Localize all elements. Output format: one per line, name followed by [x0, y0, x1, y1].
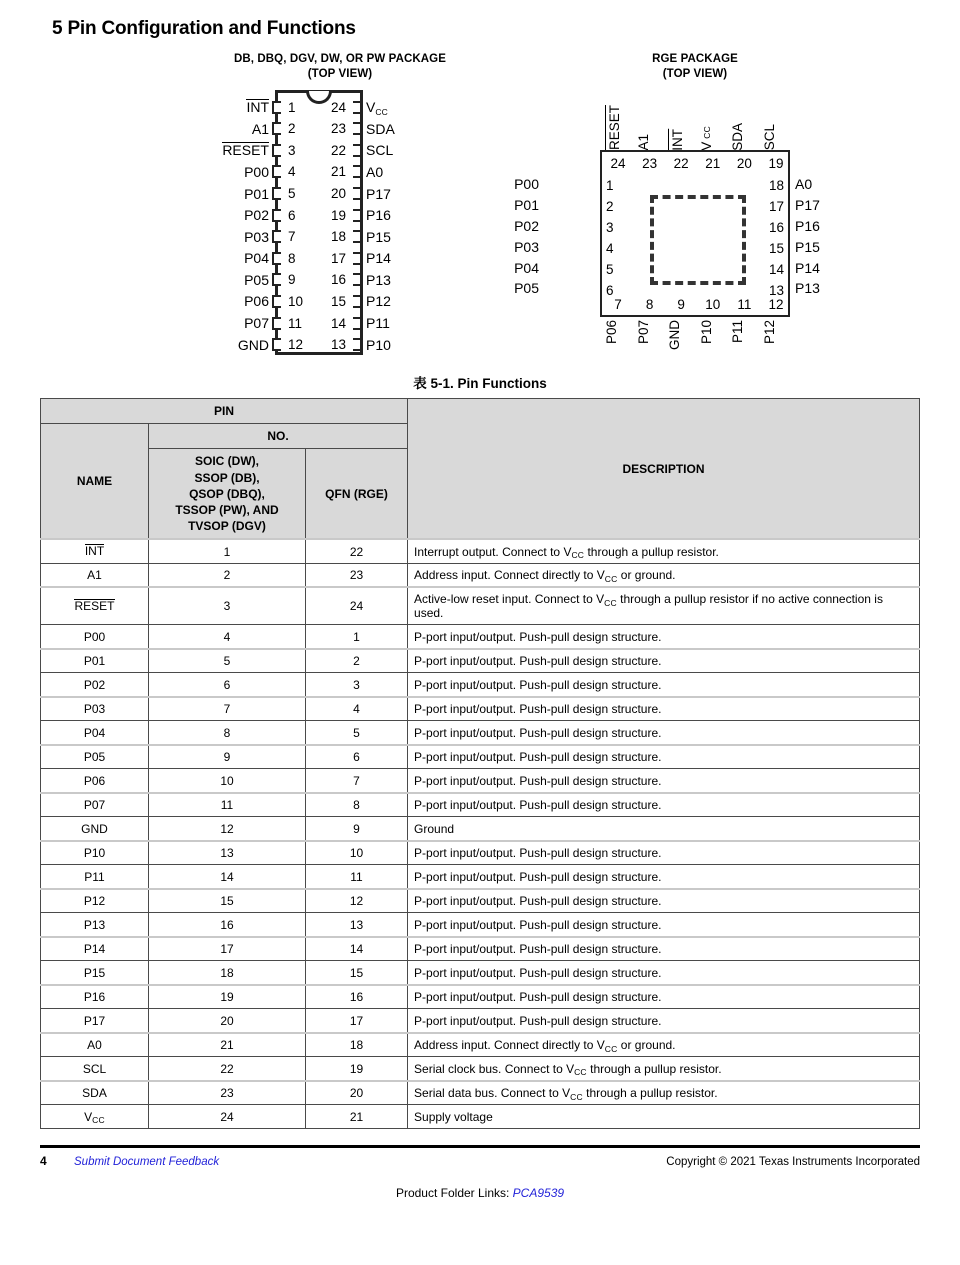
qfn-top-pin-label: RESET: [607, 105, 622, 151]
dip-pin-row: [190, 334, 490, 356]
table-row: [41, 1057, 920, 1081]
dip-right-pin-number: 24: [330, 99, 346, 115]
cell-soic-number: 4: [149, 625, 306, 649]
dip-left-pin-number: 2: [288, 121, 296, 137]
cell-soic-number: 24: [149, 1105, 306, 1129]
table-row: [41, 673, 920, 697]
dip-pin-row: [190, 161, 490, 183]
qfn-bottom-labels: [605, 320, 785, 372]
cell-pin-name: P16: [41, 985, 149, 1009]
qfn-package-diagram: [514, 52, 845, 373]
table-row: [41, 793, 920, 817]
qfn-pin-label: P03: [514, 238, 539, 255]
product-folder-line: [40, 1186, 920, 1200]
qfn-top-numbers: [607, 156, 787, 171]
qfn-pin-label: P04: [514, 259, 539, 276]
cell-description: P-port input/output. Push-pull design structure.: [408, 793, 920, 817]
header-pin: PIN: [41, 399, 408, 424]
cell-soic-number: 10: [149, 769, 306, 793]
qfn-chip-body: [600, 150, 790, 317]
qfn-top-pin-label: SDA: [730, 122, 746, 151]
dip-left-pin-label: P05: [244, 271, 269, 288]
cell-qfn-number: 6: [306, 745, 408, 769]
cell-qfn-number: 21: [306, 1105, 408, 1129]
cell-soic-number: 20: [149, 1009, 306, 1033]
qfn-pin-number: 21: [705, 156, 721, 172]
cell-pin-name: P07: [41, 793, 149, 817]
qfn-pin-number: 16: [768, 220, 784, 236]
qfn-pin-label: P15: [795, 238, 820, 255]
dip-left-pin-label: INT: [246, 98, 269, 115]
table-header-row-1: [41, 399, 920, 424]
dip-right-pin-number: 14: [330, 315, 346, 331]
cell-pin-name: P12: [41, 889, 149, 913]
dip-left-pin-number: 8: [288, 250, 296, 266]
cell-description: P-port input/output. Push-pull design structure.: [408, 913, 920, 937]
dip-left-pin-label: P07: [244, 315, 269, 332]
table-row: [41, 625, 920, 649]
cell-pin-name: SCL: [41, 1057, 149, 1081]
dip-left-lead-icon: [272, 101, 281, 114]
cell-soic-number: 6: [149, 673, 306, 697]
dip-right-pin-number: 18: [330, 229, 346, 245]
dip-left-lead-icon: [272, 187, 281, 200]
dip-pin-row: [190, 183, 490, 205]
cell-description: P-port input/output. Push-pull design structure.: [408, 841, 920, 865]
header-no: NO.: [149, 424, 408, 449]
cell-qfn-number: 7: [306, 769, 408, 793]
qfn-left-numbers: [606, 178, 614, 298]
qfn-pin-number: 23: [642, 156, 658, 172]
cell-description: Serial clock bus. Connect to $V_{CC}$ through a pullup resistor.: [408, 1057, 920, 1081]
qfn-right-numbers: [769, 178, 784, 298]
qfn-pin-number: 17: [768, 199, 784, 215]
qfn-pin-label: P02: [514, 217, 539, 234]
cell-description: Address input. Connect directly to $V_{CC}$ or ground.: [408, 563, 920, 587]
dip-right-pin-label: SCL: [366, 142, 394, 159]
cell-pin-name: P03: [41, 697, 149, 721]
table-row: [41, 539, 920, 563]
cell-soic-number: 9: [149, 745, 306, 769]
cell-description: P-port input/output. Push-pull design structure.: [408, 625, 920, 649]
dip-left-pin-number: 4: [288, 164, 296, 180]
dip-right-pin-number: 21: [330, 164, 346, 180]
qfn-title-line2: (TOP VIEW): [662, 68, 728, 81]
cell-qfn-number: 3: [306, 673, 408, 697]
cell-qfn-number: 22: [306, 539, 408, 563]
dip-right-pin-number: 16: [330, 272, 346, 288]
cell-soic-number: 8: [149, 721, 306, 745]
dip-left-pin-label: P04: [244, 250, 269, 267]
qfn-top-pin-label: INT: [670, 128, 686, 151]
qfn-right-labels: [795, 176, 855, 296]
cell-qfn-number: 13: [306, 913, 408, 937]
dip-left-lead-icon: [272, 209, 281, 222]
cell-pin-name: INT: [41, 539, 149, 563]
dip-left-lead-icon: [272, 295, 281, 308]
cell-description: P-port input/output. Push-pull design structure.: [408, 889, 920, 913]
submit-feedback-link[interactable]: Submit Document Feedback: [74, 1156, 220, 1169]
cell-qfn-number: 9: [306, 817, 408, 841]
cell-pin-name: P10: [41, 841, 149, 865]
cell-description: Serial data bus. Connect to $V_{CC}$ through a pullup resistor.: [408, 1081, 920, 1105]
dip-left-pin-number: 6: [288, 207, 296, 223]
cell-description: P-port input/output. Push-pull design structure.: [408, 937, 920, 961]
qfn-pin-label: A0: [795, 176, 813, 193]
cell-description: P-port input/output. Push-pull design structure.: [408, 961, 920, 985]
qfn-top-pin-label: A1: [635, 133, 651, 151]
table-row: [41, 1081, 920, 1105]
qfn-pin-number: 15: [768, 241, 784, 257]
cell-pin-name: P11: [41, 865, 149, 889]
footer: [40, 1154, 920, 1168]
dip-left-pin-number: 10: [288, 293, 304, 309]
cell-qfn-number: 14: [306, 937, 408, 961]
dip-right-pin-number: 22: [330, 142, 346, 158]
dip-pin-rows: [190, 96, 490, 355]
cell-pin-name: P15: [41, 961, 149, 985]
dip-right-pin-number: 17: [330, 250, 346, 266]
dip-left-pin-number: 7: [288, 229, 296, 245]
cell-pin-name: P14: [41, 937, 149, 961]
cell-qfn-number: 2: [306, 649, 408, 673]
dip-right-pin-label: A0: [366, 163, 384, 180]
cell-description: P-port input/output. Push-pull design structure.: [408, 721, 920, 745]
cell-description: Ground: [408, 817, 920, 841]
dip-left-pin-number: 12: [288, 337, 304, 353]
qfn-pin-number: 11: [737, 297, 752, 313]
dip-title-line2: (TOP VIEW): [307, 68, 373, 81]
cell-pin-name: A1: [41, 563, 149, 587]
header-name: NAME: [41, 424, 149, 540]
qfn-pin-label: P17: [795, 197, 820, 214]
dip-package-diagram: [190, 52, 490, 360]
dip-right-pin-label: P15: [366, 228, 391, 245]
qfn-bottom-pin-label: P10: [698, 320, 714, 345]
dip-left-pin-label: P06: [244, 293, 269, 310]
qfn-bottom-numbers: [607, 297, 787, 312]
qfn-bottom-pin-label: P11: [730, 320, 746, 344]
dip-pin-row: [190, 140, 490, 162]
cell-pin-name: P06: [41, 769, 149, 793]
table-caption: 表 5-1. Pin Functions: [413, 376, 547, 391]
cell-soic-number: 15: [149, 889, 306, 913]
qfn-pin-label: P01: [514, 197, 539, 214]
dip-left-lead-icon: [272, 122, 281, 135]
cell-pin-name: P01: [41, 649, 149, 673]
datasheet-page: [0, 18, 960, 1265]
qfn-pin-number: 13: [768, 283, 784, 299]
qfn-pin-label: P05: [514, 280, 539, 297]
cell-qfn-number: 10: [306, 841, 408, 865]
dip-pin-row: [190, 204, 490, 226]
dip-right-pin-label: P10: [366, 336, 391, 353]
cell-qfn-number: 11: [306, 865, 408, 889]
cell-description: P-port input/output. Push-pull design structure.: [408, 1009, 920, 1033]
cell-description: P-port input/output. Push-pull design structure.: [408, 649, 920, 673]
table-row: [41, 745, 920, 769]
qfn-pin-number: 7: [614, 297, 622, 313]
dip-right-pin-label: P16: [366, 207, 391, 224]
cell-pin-name: GND: [41, 817, 149, 841]
qfn-pin-number: 5: [606, 262, 614, 278]
product-folder-link[interactable]: PCA9539: [512, 1186, 565, 1201]
dip-pin-row: [190, 226, 490, 248]
table-row: [41, 649, 920, 673]
cell-pin-name: P04: [41, 721, 149, 745]
footer-divider: [40, 1145, 920, 1148]
cell-soic-number: 19: [149, 985, 306, 1009]
product-folder-label: Product Folder Links:: [395, 1186, 513, 1201]
cell-qfn-number: 12: [306, 889, 408, 913]
qfn-bottom-pin-label: P12: [761, 320, 777, 345]
qfn-left-labels: [493, 176, 539, 296]
dip-left-pin-label: GND: [237, 336, 269, 353]
qfn-bottom-pin-label: P06: [604, 320, 619, 345]
table-row: [41, 563, 920, 587]
cell-description: P-port input/output. Push-pull design structure.: [408, 769, 920, 793]
table-row: [41, 697, 920, 721]
cell-soic-number: 16: [149, 913, 306, 937]
dip-left-pin-label: P01: [244, 185, 269, 202]
dip-right-pin-number: 19: [330, 207, 346, 223]
table-row: [41, 985, 920, 1009]
cell-qfn-number: 19: [306, 1057, 408, 1081]
cell-description: P-port input/output. Push-pull design structure.: [408, 865, 920, 889]
dip-left-lead-icon: [272, 144, 281, 157]
pin-configuration-diagrams: [40, 40, 920, 370]
cell-qfn-number: 17: [306, 1009, 408, 1033]
page-number: 4: [40, 1154, 47, 1169]
dip-pin-row: [190, 312, 490, 334]
dip-left-pin-label: P03: [244, 228, 269, 245]
table-row: [41, 817, 920, 841]
qfn-bottom-pin-label: GND: [667, 320, 683, 351]
qfn-pin-number: 9: [677, 297, 685, 313]
cell-soic-number: 12: [149, 817, 306, 841]
qfn-pin-number: 8: [645, 297, 654, 313]
dip-right-pin-label: P14: [366, 250, 391, 267]
table-row: [41, 769, 920, 793]
cell-description: P-port input/output. Push-pull design structure.: [408, 673, 920, 697]
header-description: DESCRIPTION: [408, 399, 920, 540]
qfn-pin-number: 12: [768, 297, 784, 313]
table-row: [41, 841, 920, 865]
qfn-pin-number: 18: [768, 178, 784, 194]
cell-qfn-number: 4: [306, 697, 408, 721]
table-row: [41, 587, 920, 625]
cell-qfn-number: 15: [306, 961, 408, 985]
dip-right-pin-number: 13: [330, 337, 346, 353]
cell-qfn-number: 8: [306, 793, 408, 817]
dip-right-pin-label: $V_{CC}$: [366, 99, 389, 117]
dip-right-pin-number: 15: [330, 293, 346, 309]
cell-soic-number: 7: [149, 697, 306, 721]
cell-soic-number: 1: [149, 539, 306, 563]
qfn-pin-label: P14: [795, 259, 820, 276]
dip-left-lead-icon: [272, 230, 281, 243]
cell-soic-number: 11: [149, 793, 306, 817]
cell-qfn-number: 18: [306, 1033, 408, 1057]
cell-pin-name: P13: [41, 913, 149, 937]
qfn-pin-number: 4: [606, 241, 614, 257]
cell-qfn-number: 20: [306, 1081, 408, 1105]
dip-pin-row: [190, 96, 490, 118]
qfn-top-pin-label: SCL: [761, 124, 777, 151]
table-row: [41, 961, 920, 985]
table-row: [41, 1033, 920, 1057]
cell-soic-number: 23: [149, 1081, 306, 1105]
dip-right-pin-label: P12: [366, 293, 391, 310]
qfn-pin-label: P00: [514, 176, 539, 193]
cell-description: P-port input/output. Push-pull design structure.: [408, 745, 920, 769]
cell-pin-name: P02: [41, 673, 149, 697]
header-soic: SOIC (DW), SSOP (DB), QSOP (DBQ), TSSOP (PW), AND TVSOP (DGV): [149, 449, 306, 539]
cell-qfn-number: 5: [306, 721, 408, 745]
cell-description: Active-low reset input. Connect to $V_{CC}$ through a pullup resistor if no active connection is used.: [408, 587, 920, 625]
cell-soic-number: 3: [149, 587, 306, 625]
cell-pin-name: $V_{CC}$: [41, 1105, 149, 1129]
table-row: [41, 865, 920, 889]
qfn-top-pin-label: $V_{CC}$: [698, 126, 714, 151]
qfn-pin-number: 3: [606, 220, 614, 236]
dip-left-pin-label: A1: [251, 120, 269, 137]
cell-soic-number: 14: [149, 865, 306, 889]
dip-left-pin-number: 9: [288, 272, 296, 288]
cell-pin-name: P17: [41, 1009, 149, 1033]
qfn-pin-number: 10: [705, 297, 721, 313]
dip-right-pin-number: 20: [330, 186, 346, 202]
qfn-package-title: [545, 52, 845, 82]
qfn-pin-label: P13: [795, 280, 820, 297]
cell-description: P-port input/output. Push-pull design structure.: [408, 697, 920, 721]
table-row: [41, 1009, 920, 1033]
table-body: [41, 539, 920, 1129]
table-row: [41, 889, 920, 913]
table-row: [41, 937, 920, 961]
dip-pin-row: [190, 248, 490, 270]
dip-right-pin-number: 23: [330, 121, 346, 137]
qfn-pin-number: 20: [736, 156, 752, 172]
qfn-pin-number: 24: [610, 156, 626, 172]
copyright-notice: Copyright © 2021 Texas Instruments Incorporated: [666, 1156, 920, 1169]
dip-left-lead-icon: [272, 317, 281, 330]
dip-right-pin-label: P13: [366, 271, 391, 288]
cell-soic-number: 13: [149, 841, 306, 865]
dip-right-pin-label: P11: [366, 315, 390, 332]
page-title: 5 Pin Configuration and Functions: [52, 18, 356, 39]
cell-description: Address input. Connect directly to $V_{CC}$ or ground.: [408, 1033, 920, 1057]
cell-pin-name: P00: [41, 625, 149, 649]
dip-pin-row: [190, 269, 490, 291]
qfn-pin-number: 22: [673, 156, 689, 172]
table-row: [41, 1105, 920, 1129]
cell-soic-number: 21: [149, 1033, 306, 1057]
cell-qfn-number: 23: [306, 563, 408, 587]
qfn-pin-label: P16: [795, 217, 820, 234]
cell-pin-name: P05: [41, 745, 149, 769]
qfn-thermal-pad-outline: [650, 195, 746, 285]
dip-pin-row: [190, 291, 490, 313]
qfn-pin-number: 2: [606, 199, 614, 215]
dip-right-pin-label: P17: [366, 185, 391, 202]
dip-left-pin-number: 1: [288, 99, 296, 115]
cell-description: Interrupt output. Connect to $V_{CC}$ through a pullup resistor.: [408, 539, 920, 563]
cell-description: Supply voltage: [408, 1105, 920, 1129]
cell-soic-number: 5: [149, 649, 306, 673]
cell-soic-number: 22: [149, 1057, 306, 1081]
cell-pin-name: A0: [41, 1033, 149, 1057]
cell-soic-number: 2: [149, 563, 306, 587]
dip-left-pin-number: 11: [288, 315, 303, 331]
dip-left-lead-icon: [272, 273, 281, 286]
dip-left-pin-number: 5: [288, 186, 296, 202]
table-row: [41, 721, 920, 745]
dip-left-lead-icon: [272, 165, 281, 178]
qfn-bottom-pin-label: P07: [635, 320, 651, 345]
qfn-pin-number: 14: [768, 262, 784, 278]
cell-qfn-number: 1: [306, 625, 408, 649]
dip-left-lead-icon: [272, 252, 281, 265]
qfn-pin-number: 1: [606, 178, 614, 194]
dip-left-pin-label: P02: [244, 207, 269, 224]
dip-left-pin-label: RESET: [222, 141, 269, 158]
qfn-pin-number: 6: [606, 283, 614, 299]
dip-title-line1: DB, DBQ, DGV, DW, OR PW PACKAGE: [233, 53, 447, 65]
dip-left-pin-label: P00: [244, 163, 269, 180]
dip-package-title: [190, 52, 490, 82]
dip-left-lead-icon: [272, 338, 281, 351]
header-qfn: QFN (RGE): [306, 449, 408, 539]
dip-right-pin-label: SDA: [366, 120, 395, 137]
qfn-title-line1: RGE PACKAGE: [652, 53, 738, 65]
cell-description: P-port input/output. Push-pull design structure.: [408, 985, 920, 1009]
cell-soic-number: 17: [149, 937, 306, 961]
cell-qfn-number: 16: [306, 985, 408, 1009]
dip-left-pin-number: 3: [288, 142, 296, 158]
cell-pin-name: SDA: [41, 1081, 149, 1105]
table-row: [41, 913, 920, 937]
cell-soic-number: 18: [149, 961, 306, 985]
qfn-pin-number: 19: [768, 156, 784, 172]
pin-functions-table: [40, 398, 920, 1129]
cell-pin-name: RESET: [41, 587, 149, 625]
dip-pin-row: [190, 118, 490, 140]
cell-qfn-number: 24: [306, 587, 408, 625]
qfn-top-labels: [605, 88, 785, 150]
table-header: [41, 399, 920, 540]
